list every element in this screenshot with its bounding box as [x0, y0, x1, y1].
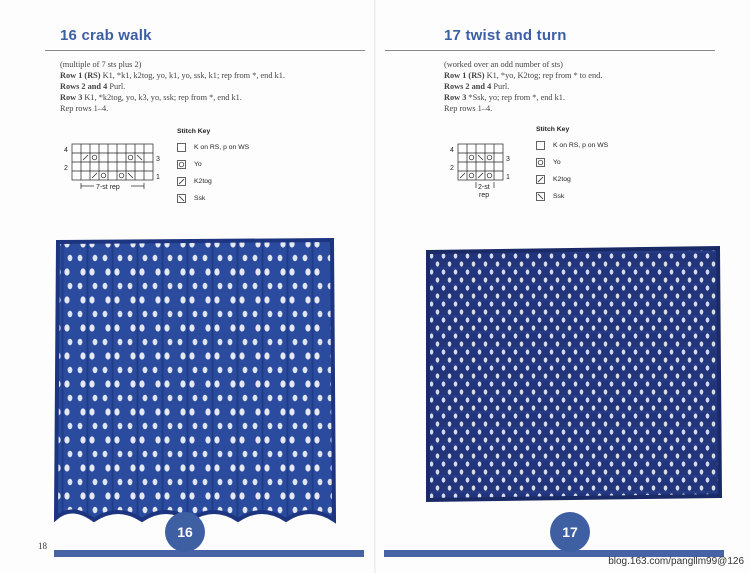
- row-number: 1: [506, 174, 510, 181]
- key-label: Yo: [553, 159, 561, 166]
- blank-square-icon: [536, 141, 545, 150]
- repeat-label: rep: [479, 192, 490, 199]
- instruction-line: Row 1 (RS) K1, *yo, K2tog; rep from * to end.: [444, 71, 603, 80]
- pattern-instructions-right: [444, 59, 602, 114]
- stitch-key-title: Stitch Key: [536, 126, 570, 133]
- pattern-number-badge-left: 16: [165, 512, 205, 552]
- pattern-title-left: 16 crab walk: [60, 27, 152, 44]
- instruction-line: Row 3 *Ssk, yo; rep from *, end k1.: [444, 93, 565, 102]
- repeat-label: 7-st rep: [96, 184, 120, 191]
- instruction-line: Rep rows 1–4.: [60, 104, 109, 113]
- ssk-square-icon: [177, 194, 186, 203]
- key-item: [536, 154, 608, 171]
- row-number: 4: [450, 147, 454, 154]
- key-label: K2tog: [194, 178, 212, 185]
- title-rule-right: [385, 50, 715, 51]
- stitch-key-left: [177, 128, 249, 207]
- key-item: [177, 190, 249, 207]
- instruction-line: Rows 2 and 4 Purl.: [60, 82, 126, 91]
- key-item: [536, 188, 608, 205]
- key-label: Ssk: [553, 193, 565, 200]
- key-label: K on RS, p on WS: [194, 144, 250, 151]
- instruction-line: (multiple of 7 sts plus 2): [60, 60, 142, 69]
- pattern-number-badge-right: 17: [550, 512, 590, 552]
- stitch-chart-right: [444, 140, 519, 202]
- row-number: 4: [64, 147, 68, 154]
- knit-swatch-photo-right: [422, 244, 724, 504]
- page-number: 18: [38, 541, 47, 551]
- instruction-line: Rows 2 and 4 Purl.: [444, 82, 510, 91]
- key-item: [536, 137, 608, 154]
- row-number: 3: [506, 156, 510, 163]
- row-number: 2: [450, 165, 454, 172]
- row-number: 1: [156, 174, 160, 181]
- ssk-square-icon: [536, 192, 545, 201]
- key-label: Yo: [194, 161, 202, 168]
- instruction-line: Rep rows 1–4.: [444, 104, 493, 113]
- key-item: [177, 156, 249, 173]
- key-item: [536, 171, 608, 188]
- key-item: [177, 139, 249, 156]
- key-label: Ssk: [194, 195, 206, 202]
- key-label: K2tog: [553, 176, 571, 183]
- pattern-title-right: 17 twist and turn: [444, 27, 567, 44]
- stitch-key-right: [536, 126, 608, 205]
- blank-square-icon: [177, 143, 186, 152]
- circle-square-icon: [177, 160, 186, 169]
- title-rule-left: [45, 50, 365, 51]
- pattern-instructions-left: [60, 59, 285, 114]
- instruction-line: Row 1 (RS) K1, *k1, k2tog, yo, k1, yo, ssk, k1; rep from *, end k1.: [60, 71, 285, 80]
- watermark-text: blog.163.com/pangllm99@126: [608, 556, 744, 567]
- footer-bar-left: [54, 550, 364, 557]
- row-number: 2: [64, 165, 68, 172]
- instruction-line: (worked over an odd number of sts): [444, 60, 563, 69]
- circle-square-icon: [536, 158, 545, 167]
- repeat-label: 2-st: [478, 184, 490, 191]
- k2tog-square-icon: [177, 177, 186, 186]
- stitch-key-title: Stitch Key: [177, 128, 211, 135]
- row-number: 3: [156, 156, 160, 163]
- stitch-chart-left: [58, 140, 163, 195]
- instruction-line: Row 3 K1, *k2tog, yo, k3, yo, ssk; rep from *, end k1.: [60, 93, 242, 102]
- key-item: [177, 173, 249, 190]
- k2tog-square-icon: [536, 175, 545, 184]
- knit-swatch-photo-left: [50, 236, 340, 526]
- page-gutter: [374, 0, 376, 573]
- key-label: K on RS, p on WS: [553, 142, 609, 149]
